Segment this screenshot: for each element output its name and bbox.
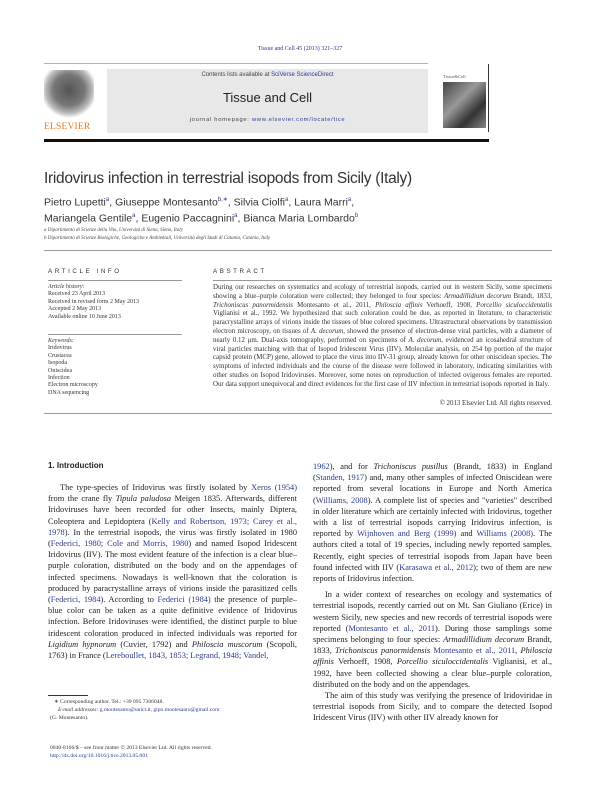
citation-link[interactable]: Standen, 1917 bbox=[315, 473, 365, 483]
species-name: Armadillidium decorum bbox=[443, 635, 525, 645]
text-run: (Brandt, 1833) in England ( bbox=[313, 462, 552, 483]
intro-left-column bbox=[48, 482, 297, 661]
author-name: Giuseppe Montesanto bbox=[115, 196, 218, 209]
divider bbox=[213, 280, 552, 281]
issn-line: 0040-8166/$ – see front matter © 2013 Elsevier Ltd. All rights reserved. bbox=[50, 745, 212, 751]
author-affiliation-mark[interactable]: a bbox=[234, 212, 238, 219]
text-run: Brandt, 1833, bbox=[313, 635, 552, 656]
contents-line bbox=[107, 72, 428, 78]
keywords-label: Keywords: bbox=[48, 338, 74, 344]
species-name: Porcellio siculoccidentalis bbox=[396, 657, 489, 667]
citation-link[interactable]: Federici, 1984 bbox=[50, 595, 101, 605]
divider bbox=[48, 334, 182, 335]
keyword: Isopoda bbox=[48, 360, 67, 367]
text-run: Verhoeff, 1908, bbox=[333, 657, 397, 667]
text-run: Montesanto et al., 2011, bbox=[292, 301, 376, 309]
abstract-text bbox=[213, 284, 552, 390]
species-name: Armadillidium decorum bbox=[444, 292, 511, 300]
citation-link[interactable]: Williams (2008) bbox=[476, 529, 534, 539]
text-run: Brandt, 1833, bbox=[510, 292, 552, 300]
species-name: Trichoniscus pusillus bbox=[373, 462, 448, 471]
author-list: Pietro Lupetti$^a$, Giuseppe Montesanto$^{b,∗}$, Silvia Ciolfi$^a$, Laura Marri$^a$, Mariangela Gentile$^a$, Eugenio Paccagnini$^a$, Bianca Maria Lombardo$^b$ bbox=[44, 196, 359, 224]
text-run: During our researches on systematics and ecology of terrestrial isopods, carried out in western Sicily, some specimens showing a blue–purple coloration were collected; they belonged to four species: bbox=[213, 284, 552, 300]
keyword: Oniscidea bbox=[48, 367, 72, 374]
citation-link[interactable]: 1962 bbox=[313, 462, 330, 471]
author-name: Pietro Lupetti bbox=[44, 196, 106, 209]
homepage-link[interactable]: www.elsevier.com/locate/tice bbox=[251, 117, 346, 123]
species-name: Porcellio siculoccidentalis bbox=[476, 301, 552, 309]
text-run: ). According to bbox=[100, 595, 158, 605]
publisher-name: ELSEVIER bbox=[44, 122, 91, 132]
text-run: ). In the terrestrial isopods, the virus was firstly isolated in 1980 ( bbox=[48, 527, 297, 549]
text-run: , showed the presence of electron-dense viral particles, with a diameter of nearly 0.12 μm. Dual-axis tomography, performed on specimens of bbox=[213, 327, 553, 344]
cover-title: Tissue&Cell bbox=[443, 74, 466, 79]
species-name: Trichoniscus panormidensis bbox=[335, 646, 431, 656]
sciencedirect-link[interactable]: SciVerse ScienceDirect bbox=[271, 72, 334, 78]
citation-link[interactable]: Montesanto et al., 2011 bbox=[348, 623, 435, 633]
species-name: A. decorum bbox=[310, 327, 344, 335]
homepage-prefix: journal homepage: bbox=[189, 117, 252, 123]
article-info-heading: ARTICLE INFO bbox=[48, 268, 122, 275]
citation-link[interactable]: Kelly and Robertson, 1973; Carey et al., 1978 bbox=[48, 516, 297, 537]
cover-image bbox=[443, 82, 486, 128]
text-run: ). During those samplings some specimens belonging to four species: bbox=[313, 623, 552, 645]
divider bbox=[48, 280, 182, 281]
citation-link[interactable]: Federici, 1980; Cole and Morris, 1980 bbox=[50, 539, 189, 549]
author-affiliation-mark[interactable]: a bbox=[105, 197, 110, 203]
issn-block bbox=[50, 744, 300, 760]
author-affiliation-mark[interactable]: b bbox=[354, 212, 359, 219]
affiliations bbox=[44, 227, 270, 242]
keyword: Infection bbox=[48, 375, 70, 382]
contents-prefix: Contents lists available at bbox=[201, 72, 272, 78]
affiliation-b: b Dipartimento di Scienze Biologiche, Geologiche e Ambientali, Università degli Studi di Catania, Catania, Italy bbox=[44, 235, 271, 241]
citation-link[interactable]: Xeros (1954) bbox=[251, 483, 297, 492]
text-run: Verhoeff, 1908, bbox=[422, 301, 477, 309]
text-run: the presence of purple–blue color can be taken as a quite definitive evidence of Iridovirus infection. Before Iridoviruses were identified, the distinct purple to blue iridescent coloration produced in infected individuals was reported for bbox=[48, 595, 297, 638]
email-line bbox=[50, 706, 300, 714]
article-title: Iridovirus infection in terrestrial isopods from Sicily (Italy) bbox=[44, 170, 412, 187]
species-name: A. decorum bbox=[408, 336, 442, 344]
article-history bbox=[48, 284, 182, 321]
keyword: Electron microscopy bbox=[48, 382, 98, 389]
affiliation-a: a Dipartimento di Scienze della Vita, Università di Siena, Siena, Italy bbox=[44, 228, 183, 233]
author-name: Silvia Ciolfi bbox=[233, 196, 286, 209]
author-affiliation-mark[interactable]: a bbox=[285, 197, 289, 203]
citation-link[interactable]: Williams, 2008 bbox=[315, 495, 368, 505]
citation-link[interactable]: Montesanto et al., 2011 bbox=[433, 646, 516, 656]
text-run: . The authors cited a total of 19 species, including newly reported samples. Recently, eight species of terrestrial isopods from Japan have been found infected with IIV ( bbox=[313, 529, 552, 572]
paragraph bbox=[313, 690, 552, 724]
citation-link[interactable]: Federici (1984) bbox=[157, 595, 211, 605]
text-run: ). A complete list of species and "varieties" described in older literature which are certainly infected with Iridovirus, together with a list of terrestrial isopods carrying Iridovirus infection, is reported by bbox=[313, 495, 552, 539]
text-run: The type-species of Iridovirus was firstly isolated by bbox=[60, 483, 252, 492]
species-name: Philoscia affinis bbox=[313, 646, 553, 667]
text-run: , evidenced an icosahedral structure of viral particles matching with that of Isopod Iridescent Virus (IIV). Molecular analysis, on 254 bp portion of the major capsid protein (MCP) gene, allowed to place the virus into IIV-31 group, already known for other oniscidean species. The symptoms of infected individuals and the course of the disease were followed in laboratory, indicating similarities with other studies on Isopod Iridoviruses. Moreover, some notes on reproduction of infected ovigerous females are reported. Our data support unequivocal and direct evidences for the first case of IIV infection in terrestrial isopods reported in Italy. bbox=[213, 336, 553, 388]
species-name: Philoscia muscorum bbox=[191, 639, 263, 649]
keyword: Crustacea bbox=[48, 352, 72, 359]
history-label: Article history: bbox=[48, 284, 85, 290]
journal-banner bbox=[107, 69, 428, 133]
abstract-heading: ABSTRACT bbox=[213, 268, 267, 275]
divider bbox=[44, 413, 552, 414]
citation-link[interactable]: Lereboullet, 1843, 1853; Legrand, 1948; Vandel, bbox=[105, 651, 269, 661]
text-run: (Scopoli, 1763) in France ( bbox=[48, 639, 297, 661]
citation-link[interactable]: Wijnhoven and Berg (1999) bbox=[357, 529, 457, 539]
elsevier-logo bbox=[44, 70, 96, 134]
text-run: from the crane fly bbox=[48, 494, 116, 504]
keywords bbox=[48, 338, 182, 397]
author-name: Bianca Maria Lombardo bbox=[243, 212, 355, 224]
keyword: Iridovirus bbox=[48, 345, 72, 352]
species-name: Tipula paludosa bbox=[115, 494, 172, 504]
text-run: The aim of this study was verifying the presence of Iridoviridae in terrestrial isopods from Sicily, and to compare the detected Isopod Iridescent Virus (IIV) with other IIV already known for bbox=[313, 691, 552, 723]
text-run: ) and, many other samples of infected Oniscidean were reported from several locations in Europe and North America ( bbox=[313, 473, 552, 505]
author-affiliation-mark[interactable]: b,∗ bbox=[217, 197, 228, 203]
tree-logo-icon bbox=[44, 70, 94, 120]
paragraph bbox=[313, 589, 552, 690]
text-run: Viglianisi et al., 1992. We hypothesized that such coloration could be due, as reported in literature, to characteristic paracrystalline arrays of virions inside the tissues of blue colored specimens. Ultrastructural observations by transmission electron microscopy, on tissues of bbox=[213, 310, 552, 335]
text-run: Meigen 1835. Afterwards, different Iridoviruses have been recorded for other Insects, mainly Diptera, Coleoptera and Lepidoptera ( bbox=[48, 494, 298, 526]
journal-title: Tissue and Cell bbox=[222, 90, 313, 105]
species-name: Philoscia affinis bbox=[375, 301, 423, 309]
text-run: In a wider context of researches on ecology and systematics of terrestrial isopods, recently carried out on Mt. San Giuliano (Erice) in western Sicily, new species and new records of terrestrial isopods were reported ( bbox=[313, 590, 552, 633]
intro-right-column bbox=[313, 461, 552, 724]
author-name: Eugenio Paccagnini bbox=[141, 212, 235, 224]
email-label: E-mail addresses: bbox=[58, 707, 100, 714]
text-run: ); two of them are new reports of Iridovirus infection. bbox=[313, 562, 552, 584]
homepage-line bbox=[107, 117, 428, 123]
author-name: Mariangela Gentile bbox=[44, 212, 133, 224]
paragraph bbox=[313, 461, 552, 584]
author-affiliation-mark[interactable]: a bbox=[347, 197, 352, 203]
author-name: Laura Marri bbox=[294, 196, 348, 209]
author-affiliation-mark[interactable]: a bbox=[132, 212, 136, 219]
text-run: (Cuvier, 1792) and bbox=[116, 639, 192, 649]
footnote-rule bbox=[48, 695, 88, 696]
text-run: ), and for bbox=[329, 462, 374, 471]
history-item: Accepted 2 May 2013 bbox=[48, 306, 102, 313]
email-links[interactable]: g.montesanto@unict.it, gipo.montesanto@gmail.com bbox=[99, 707, 220, 714]
copyright: © 2013 Elsevier Ltd. All rights reserved. bbox=[439, 400, 552, 407]
keyword: DNA sequencing bbox=[48, 389, 90, 396]
text-run: , bbox=[515, 646, 521, 656]
text-run: ) and named Isopod Iridescent Iridovirus (IIV). The most evident feature of the infection is a clear blue–purple coloration, distributed on the body and on the appendages of infected specimens. Nowadays is well-known that the coloration is produced by paracrystalline arrays of virions inside the parasitized cells ( bbox=[48, 539, 297, 605]
header-divider bbox=[44, 139, 489, 142]
history-item: Received 23 April 2013 bbox=[48, 291, 106, 298]
history-item: Received in revised form 2 May 2013 bbox=[48, 298, 139, 305]
footnotes bbox=[50, 698, 300, 723]
species-name: Ligidium hypnorum bbox=[48, 639, 117, 649]
citation-link[interactable]: Karasawa et al., 2012 bbox=[399, 562, 474, 572]
email-owner: (G. Montesanto). bbox=[50, 715, 89, 722]
section-heading: 1. Introduction bbox=[48, 461, 104, 470]
paragraph bbox=[48, 482, 297, 661]
divider bbox=[44, 250, 552, 251]
history-item: Available online 10 June 2013 bbox=[48, 313, 121, 320]
running-head[interactable]: Tissue and Cell 45 (2013) 321–327 bbox=[257, 46, 343, 52]
doi-link[interactable]: http://dx.doi.org/10.1016/j.tice.2013.05.001 bbox=[50, 753, 148, 760]
species-name: Trichoniscus panormidensis bbox=[213, 301, 293, 309]
journal-cover bbox=[443, 64, 489, 132]
corresponding-author: ∗ Corresponding author. Tel.: +39 095 7306048. bbox=[54, 699, 164, 705]
header-rule bbox=[44, 63, 428, 64]
text-run: and bbox=[456, 529, 477, 539]
text-run: Viglianisi, et al., 1992, have been collected showing a clear blue–purple coloration, distributed on the body and on the appendages. bbox=[313, 657, 552, 689]
